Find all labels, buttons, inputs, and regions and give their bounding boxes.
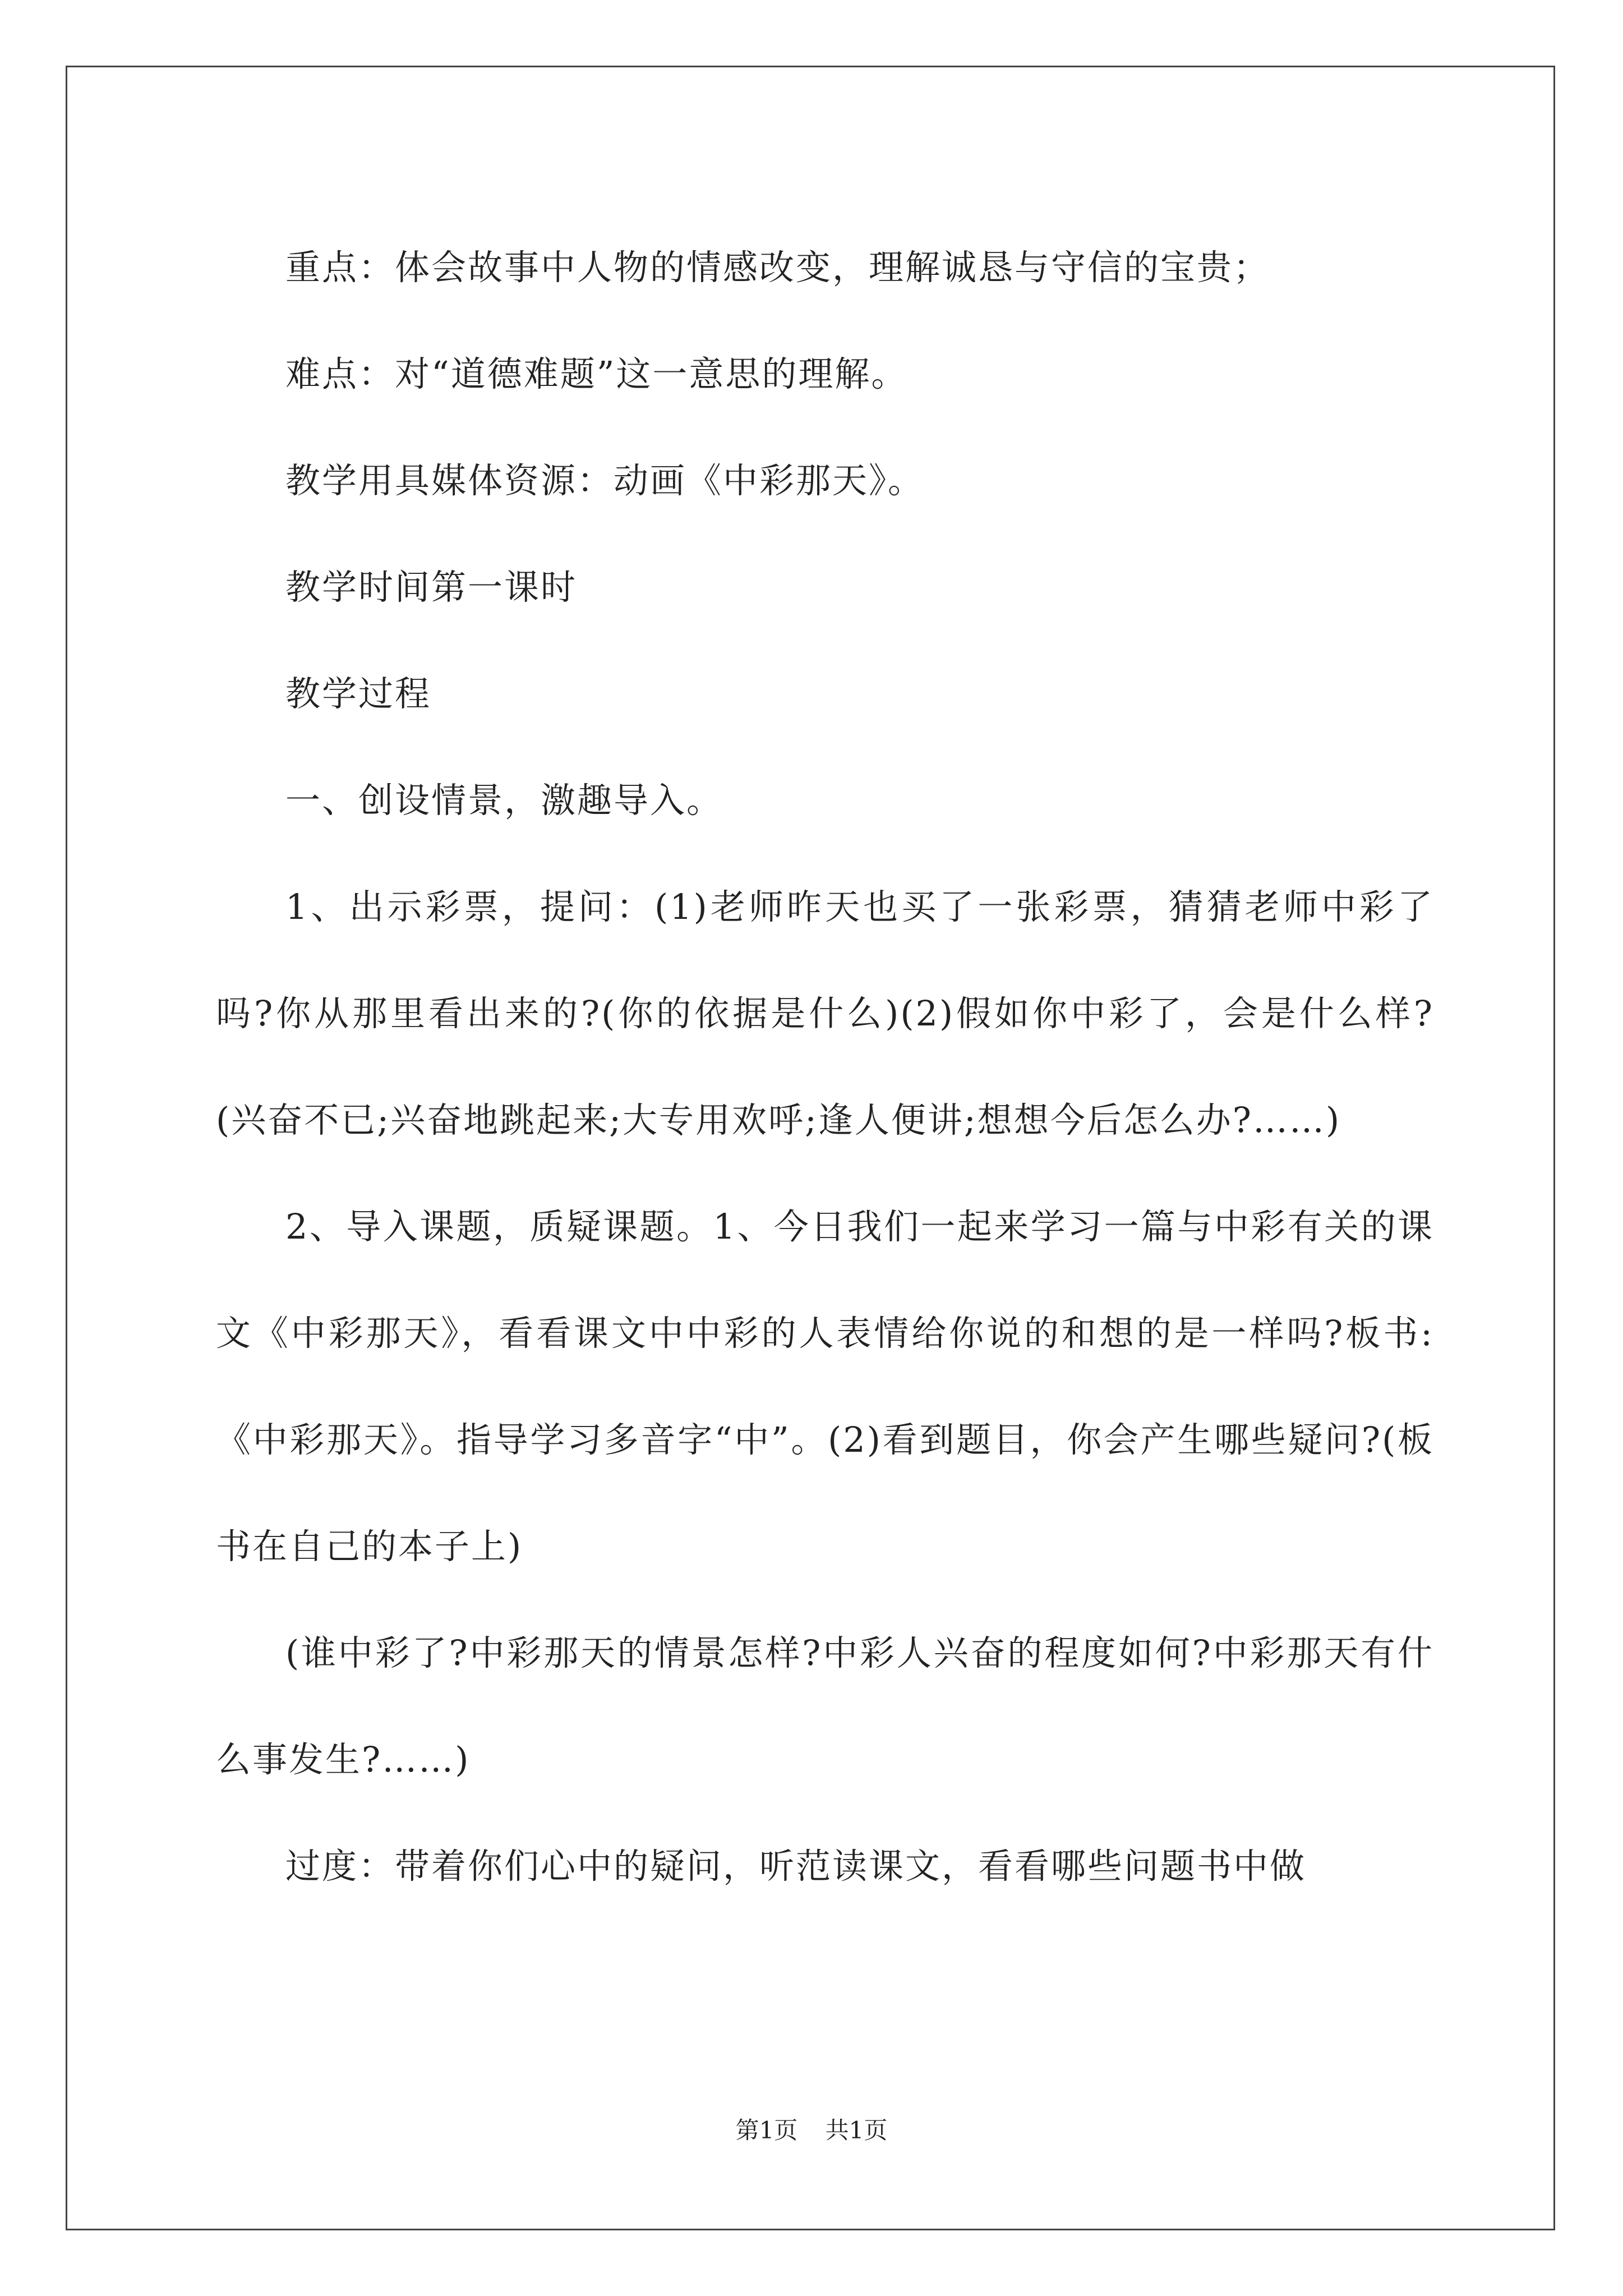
paragraph-step-two: 2、导入课题，质疑课题。1、今日我们一起来学习一篇与中彩有关的课文《中彩那天》，看看课文中中彩的人表情给你说的和想的是一样吗?板书:《中彩那天》。指导学习多音字“中”。(2)看到题目，你会产生哪些疑问?(板书在自己的本子上): [216, 1206, 1434, 1567]
paragraph-questions: (谁中彩了?中彩那天的情景怎样?中彩人兴奋的程度如何?中彩那天有什么事发生?……): [216, 1632, 1434, 1780]
page-number-total: 共1页: [825, 2116, 888, 2144]
page-footer: [0, 2114, 1623, 2147]
paragraph-teaching-process-heading: 教学过程: [285, 673, 432, 714]
page-number-current: 第1页: [735, 2116, 798, 2144]
paragraph-teaching-time: 教学时间第一课时: [285, 567, 578, 608]
document-body: [216, 214, 1434, 1920]
paragraph-transition: 过度：带着你们心中的疑问，听范读课文，看看哪些问题书中做: [285, 1846, 1307, 1887]
paragraph-key-points: 重点：体会故事中人物的情感改变，理解诚恳与守信的宝贵；: [285, 247, 1270, 288]
paragraph-step-one: 1、出示彩票，提问：(1)老师昨天也买了一张彩票，猜猜老师中彩了吗?你从那里看出来的?(你的依据是什么)(2)假如你中彩了，会是什么样?(兴奋不已;兴奋地跳起来;大专用欢呼;逢人便讲;想想今后怎么办?……): [216, 886, 1434, 1140]
paragraph-difficult-points: 难点：对“道德难题”这一意思的理解。: [285, 353, 908, 394]
paragraph-teaching-media: 教学用具媒体资源：动画《中彩那天》。: [285, 460, 925, 501]
paragraph-section-one-heading: 一、创设情景，激趣导入。: [285, 780, 723, 821]
